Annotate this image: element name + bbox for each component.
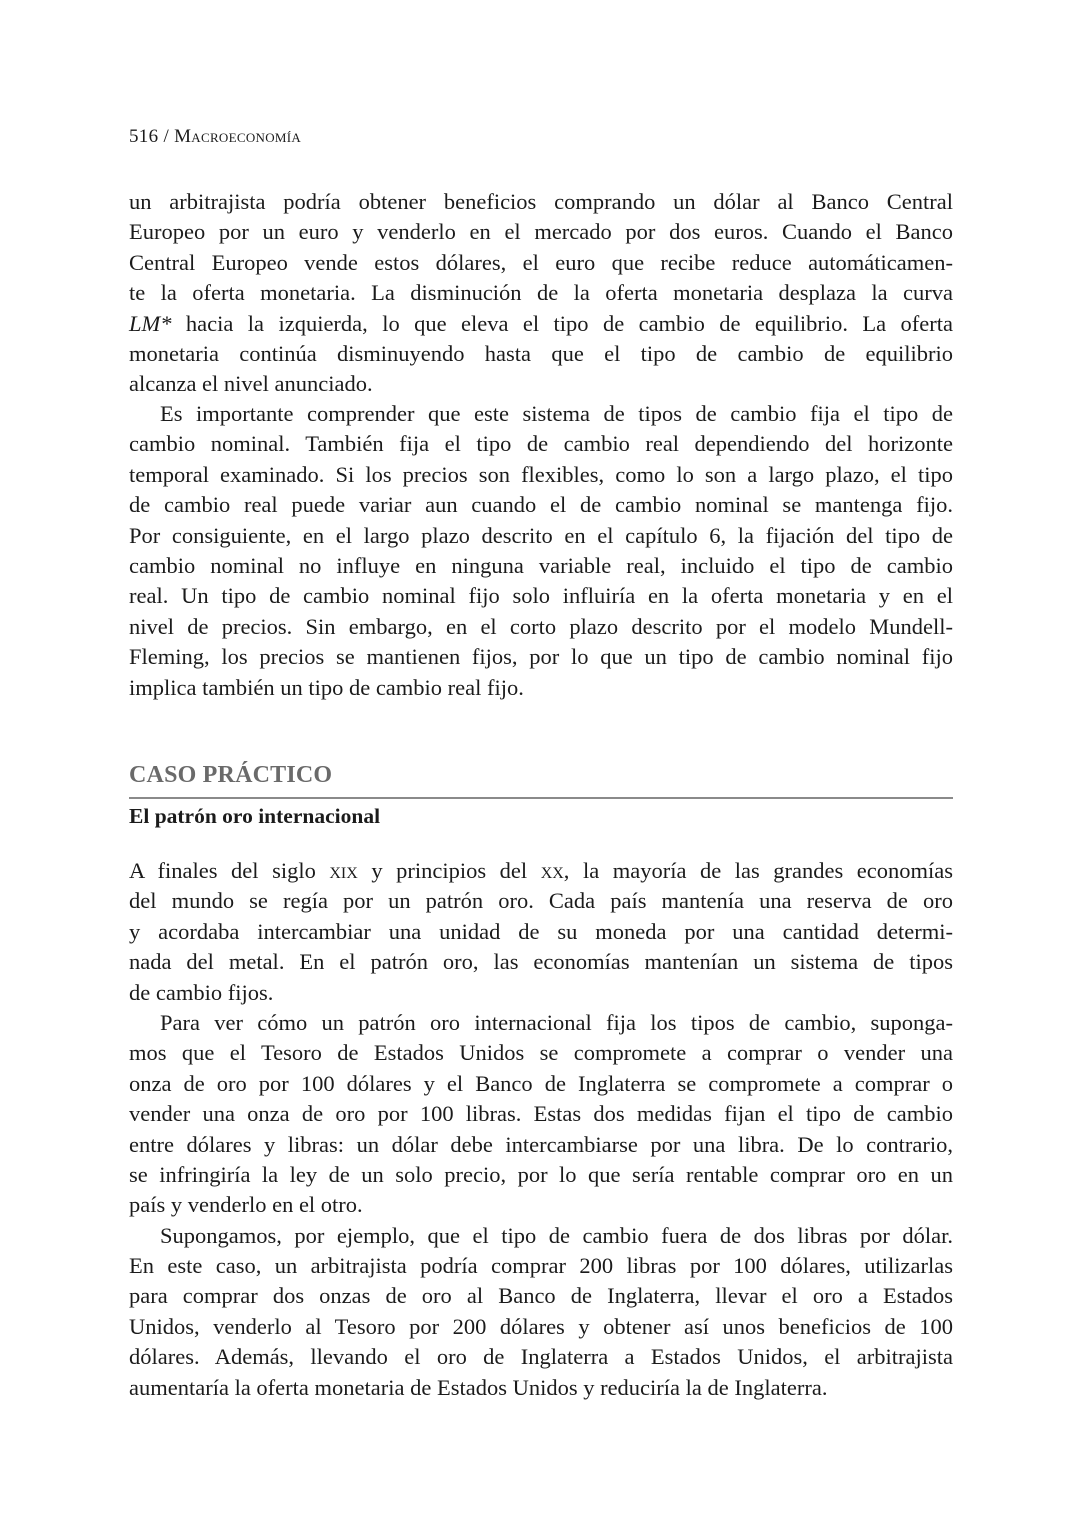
text-line: vender una onza de oro por 100 libras. Estas dos medidas fijan el tipo de cambio [129, 1101, 953, 1127]
text-line: y acordaba intercambiar una unidad de su moneda por una cantidad determi- [129, 918, 953, 944]
text-segment: y principios del [357, 858, 541, 883]
text-line: cambio nominal. También fija el tipo de cambio real dependiendo del horizonte [129, 431, 953, 457]
text-line: entre dólares y libras: un dólar debe intercambiarse por una libra. De lo contrario, [129, 1131, 953, 1157]
text-line: Fleming, los precios se mantienen fijos, por lo que un tipo de cambio nominal fijo [129, 644, 953, 670]
text-line: alcanza el nivel anunciado. [129, 371, 373, 397]
text-line: monetaria continúa disminuyendo hasta que el tipo de cambio de equilibrio [129, 340, 953, 366]
text-line: Para ver cómo un patrón oro internacional fija los tipos de cambio, suponga- [160, 1009, 953, 1035]
text-line: Es importante comprender que este sistema de tipos de cambio fija el tipo de [160, 401, 953, 426]
lm-star-term: LM* [129, 310, 172, 336]
text-line: Supongamos, por ejemplo, que el tipo de cambio fuera de dos libras por dólar. [160, 1222, 953, 1248]
text-segment: hacia la izquierda, lo que eleva el tipo de cambio de equilibrio. La oferta [171, 310, 953, 336]
paragraph-1 [129, 187, 953, 400]
case-study-title: El patrón oro internacional [129, 804, 381, 828]
text-line: te la oferta monetaria. La disminución de la oferta monetaria desplaza la curva [129, 280, 953, 306]
text-line: Central Europeo vende estos dólares, el euro que recibe reduce automáticamen- [129, 249, 953, 275]
text-line: nivel de precios. Sin embargo, en el corto plazo descrito por el modelo Mundell- [129, 613, 953, 639]
text-line: Europeo por un euro y venderlo en el mercado por dos euros. Cuando el Banco [129, 219, 953, 245]
paragraph-2 [129, 399, 953, 703]
text-segment: , la mayoría de las grandes economías [563, 858, 953, 883]
running-header [129, 126, 301, 148]
text-line: Unidos, venderlo al Tesoro por 200 dólares y obtener así unos beneficios de 100 [129, 1313, 953, 1339]
text-segment: A finales del siglo [129, 858, 330, 883]
text-line [129, 856, 953, 886]
text-line: temporal examinado. Si los precios son flexibles, como lo son a largo plazo, el tipo [129, 461, 953, 487]
roman-numeral: xix [329, 858, 358, 883]
section-divider [129, 797, 953, 799]
text-line: nada del metal. En el patrón oro, las economías mantenían un sistema de tipos [129, 949, 953, 975]
text-line: se infringiría la ley de un solo precio, por lo que sería rentable comprar oro en un [129, 1161, 953, 1187]
text-line: real. Un tipo de cambio nominal fijo solo influiría en la oferta monetaria y en el [129, 583, 953, 609]
text-line: para comprar dos onzas de oro al Banco de Inglaterra, llevar el oro a Estados [129, 1283, 953, 1309]
book-title: Macroeconomía [174, 126, 302, 147]
text-line: cambio nominal no influye en ninguna variable real, incluido el tipo de cambio [129, 552, 953, 578]
case-study-label: CASO PRÁCTICO [129, 762, 333, 788]
page-number: 516 / [129, 126, 170, 147]
case-paragraph-1 [129, 856, 953, 1403]
text-line: Por consiguiente, en el largo plazo descrito en el capítulo 6, la fijación del tipo de [129, 522, 953, 548]
text-line: un arbitrajista podría obtener beneficios comprando un dólar al Banco Central [129, 189, 953, 214]
text-line: de cambio real puede variar aun cuando el de cambio nominal se mantenga fijo. [129, 492, 953, 518]
text-line: aumentaría la oferta monetaria de Estados Unidos y reduciría la de Inglaterra. [129, 1374, 828, 1400]
text-line: del mundo se regía por un patrón oro. Cada país mantenía una reserva de oro [129, 888, 953, 914]
roman-numeral: xx [540, 858, 564, 883]
text-line: dólares. Además, llevando el oro de Inglaterra a Estados Unidos, el arbitrajista [129, 1344, 953, 1370]
text-line [129, 309, 953, 339]
text-line: onza de oro por 100 dólares y el Banco de Inglaterra se compromete a comprar o [129, 1070, 953, 1096]
text-line: En este caso, un arbitrajista podría comprar 200 libras por 100 dólares, utilizarlas [129, 1253, 953, 1279]
text-line: implica también un tipo de cambio real fijo. [129, 674, 524, 700]
text-line: país y venderlo en el otro. [129, 1192, 363, 1218]
text-line: mos que el Tesoro de Estados Unidos se compromete a comprar o vender una [129, 1040, 953, 1066]
text-line: de cambio fijos. [129, 979, 274, 1005]
